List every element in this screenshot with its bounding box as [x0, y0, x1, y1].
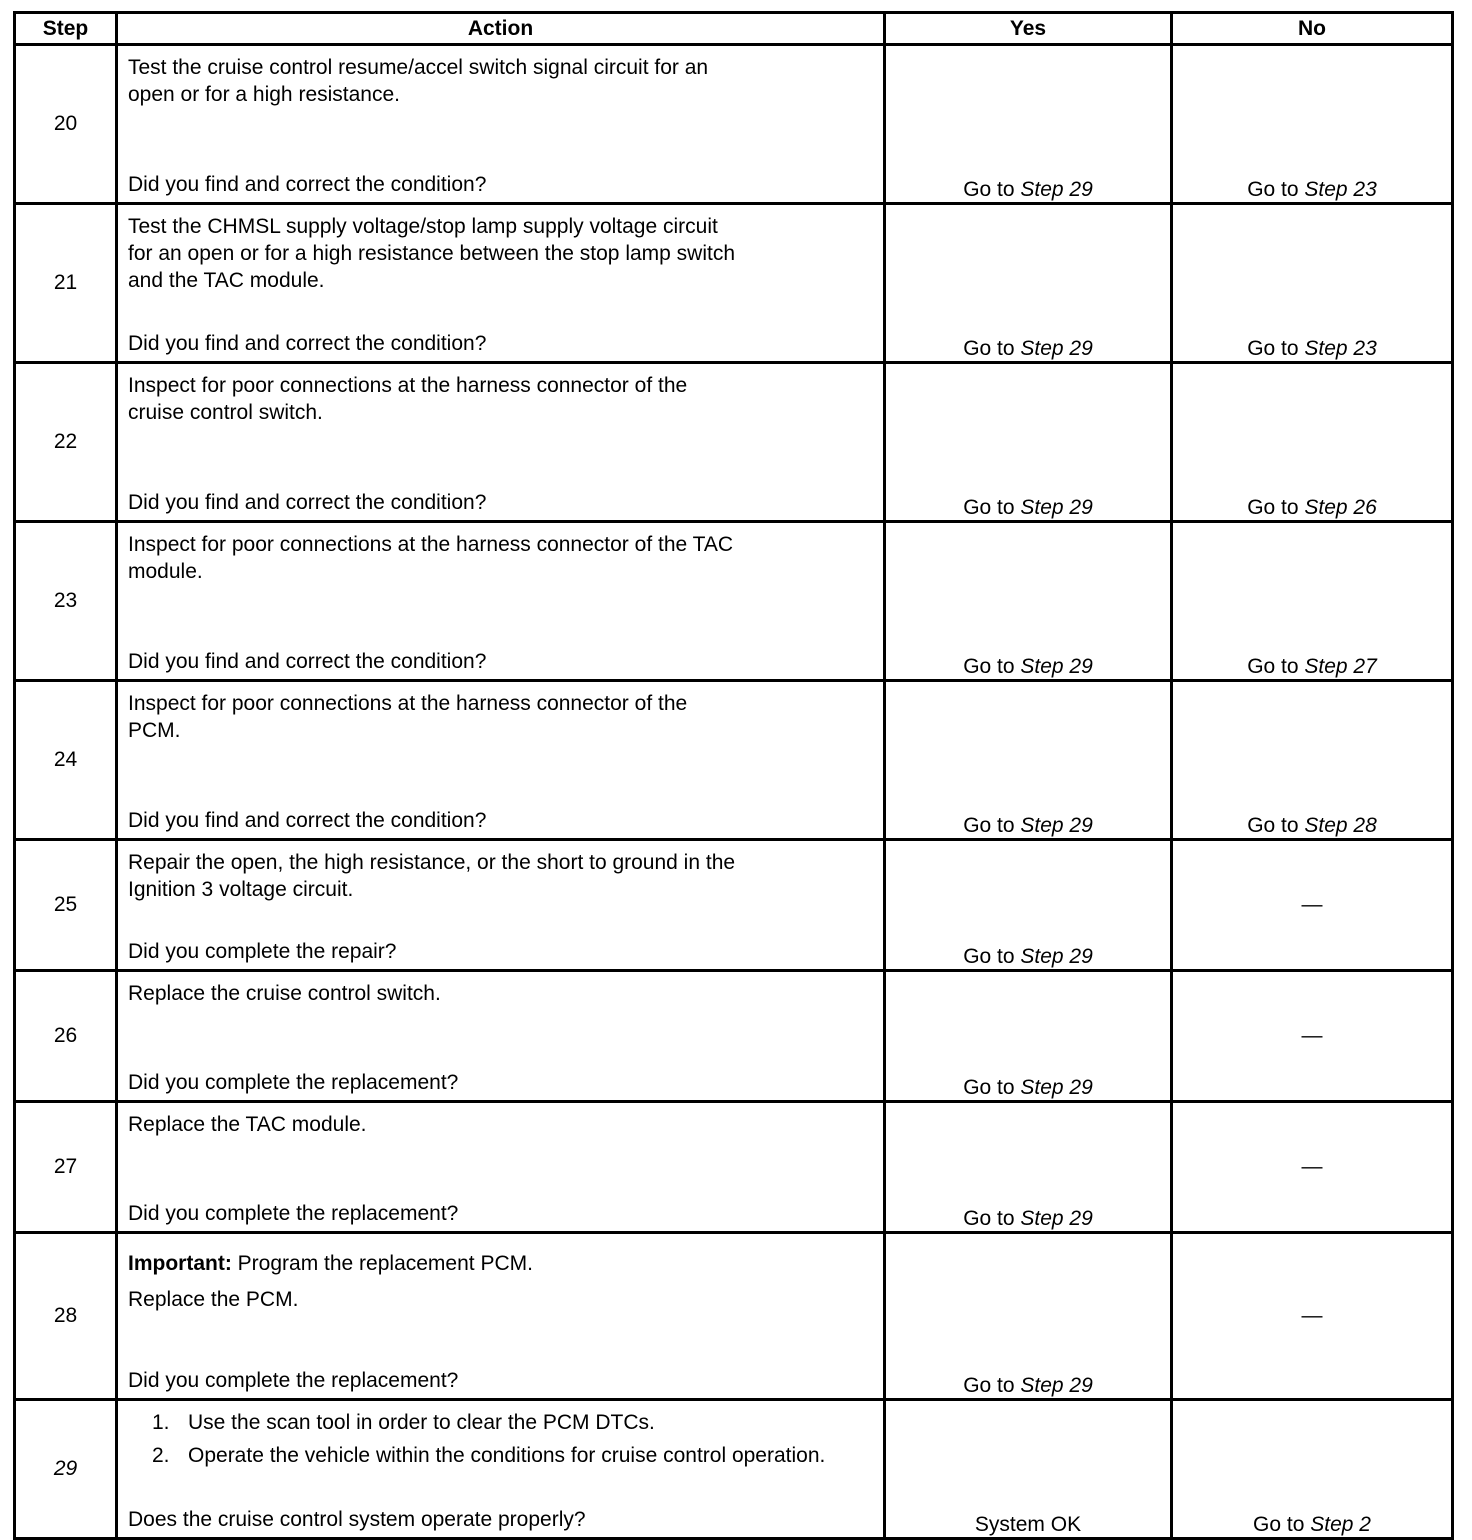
table-row [15, 971, 1453, 1102]
yes-step-link[interactable]: Step 29 [1020, 1374, 1093, 1397]
important-text: Program the replacement PCM. [231, 1252, 533, 1275]
header-no: No [1172, 13, 1453, 45]
no-result [1172, 522, 1453, 681]
yes-step-link[interactable]: Step 29 [1020, 337, 1093, 360]
step-number: 25 [15, 840, 117, 971]
step-number: 27 [15, 1102, 117, 1233]
action-question: Did you complete the replacement? [128, 1369, 459, 1392]
list-item-text: Operate the vehicle within the conditions for cruise control operation. [188, 1444, 826, 1467]
table-row [15, 522, 1453, 681]
no-result [1172, 840, 1453, 971]
yes-result [885, 1102, 1172, 1233]
yes-goto-prefix: Go to [963, 945, 1021, 968]
no-step-link[interactable]: Step 23 [1304, 178, 1377, 201]
action-question: Did you find and correct the condition? [128, 809, 487, 832]
no-goto-prefix: Go to [1247, 496, 1305, 519]
table-row [15, 681, 1453, 840]
no-goto-prefix: Go to [1247, 655, 1305, 678]
step-number: 26 [15, 971, 117, 1102]
action-text-line: Replace the TAC module. [128, 1113, 367, 1136]
yes-goto-prefix: Go to [963, 1076, 1021, 1099]
action-text-line: and the TAC module. [128, 269, 325, 292]
header-action: Action [117, 13, 885, 45]
table-row [15, 45, 1453, 204]
action-text-line: Inspect for poor connections at the harness connector of the TAC [128, 533, 734, 556]
step-number: 28 [15, 1233, 117, 1400]
action-text-line: module. [128, 560, 203, 583]
no-result [1172, 363, 1453, 522]
header-yes: Yes [885, 13, 1172, 45]
no-step-link[interactable]: Step 26 [1304, 496, 1377, 519]
no-goto-prefix: Go to [1253, 1513, 1311, 1536]
no-result [1172, 971, 1453, 1102]
action-text-line: PCM. [128, 719, 181, 742]
action-text-line: Test the CHMSL supply voltage/stop lamp supply voltage circuit [128, 215, 718, 238]
yes-result [885, 363, 1172, 522]
step-number: 20 [15, 45, 117, 204]
no-result [1172, 1400, 1453, 1539]
table-row [15, 204, 1453, 363]
table-row [15, 840, 1453, 971]
yes-goto-prefix: Go to [963, 337, 1021, 360]
yes-step-link[interactable]: Step 29 [1020, 655, 1093, 678]
yes-step-link[interactable]: Step 29 [1020, 496, 1093, 519]
yes-result [885, 971, 1172, 1102]
important-label: Important: [128, 1252, 232, 1275]
action-text-line: Ignition 3 voltage circuit. [128, 878, 354, 901]
not-applicable-dash: — [1301, 893, 1323, 916]
action-text-line: Inspect for poor connections at the harness connector of the [128, 692, 688, 715]
no-step-link[interactable]: Step 2 [1310, 1513, 1371, 1536]
procedure-list [128, 1409, 873, 1469]
list-item-number: 1. [152, 1411, 170, 1434]
yes-goto-prefix: Go to [963, 178, 1021, 201]
action-question: Does the cruise control system operate properly? [128, 1508, 586, 1531]
yes-step-link[interactable]: Step 29 [1020, 1207, 1093, 1230]
yes-result [885, 45, 1172, 204]
not-applicable-dash: — [1301, 1304, 1323, 1327]
action-cell [117, 1400, 885, 1539]
action-cell [117, 1102, 885, 1233]
action-question: Did you find and correct the condition? [128, 491, 487, 514]
no-result [1172, 681, 1453, 840]
no-goto-prefix: Go to [1247, 337, 1305, 360]
yes-result [885, 1233, 1172, 1400]
no-step-link[interactable]: Step 23 [1304, 337, 1377, 360]
yes-result [885, 204, 1172, 363]
action-text-line: Inspect for poor connections at the harness connector of the [128, 374, 688, 397]
action-text-line: Repair the open, the high resistance, or the short to ground in the [128, 851, 736, 874]
step-number: 22 [15, 363, 117, 522]
no-result [1172, 204, 1453, 363]
yes-result [885, 681, 1172, 840]
header-step: Step [15, 13, 117, 45]
action-question: Did you complete the replacement? [128, 1071, 459, 1094]
no-step-link[interactable]: Step 27 [1304, 655, 1377, 678]
procedure-list-item [152, 1409, 873, 1436]
action-text-line: open or for a high resistance. [128, 83, 400, 106]
table-row [15, 1233, 1453, 1400]
yes-step-link[interactable]: Step 29 [1020, 945, 1093, 968]
not-applicable-dash: — [1301, 1155, 1323, 1178]
action-cell [117, 45, 885, 204]
step-number: 21 [15, 204, 117, 363]
no-result [1172, 1233, 1453, 1400]
yes-result [885, 840, 1172, 971]
no-result [1172, 45, 1453, 204]
action-cell [117, 1233, 885, 1400]
not-applicable-dash: — [1301, 1024, 1323, 1047]
action-text-line: Replace the PCM. [128, 1288, 299, 1311]
no-result [1172, 1102, 1453, 1233]
action-question: Did you find and correct the condition? [128, 332, 487, 355]
yes-result [885, 522, 1172, 681]
step-number: 29 [15, 1400, 117, 1539]
yes-goto-prefix: Go to [963, 1374, 1021, 1397]
action-cell [117, 681, 885, 840]
action-cell [117, 204, 885, 363]
list-item-text: Use the scan tool in order to clear the PCM DTCs. [188, 1411, 655, 1434]
no-goto-prefix: Go to [1247, 178, 1305, 201]
step-number: 24 [15, 681, 117, 840]
action-text-line: Replace the cruise control switch. [128, 982, 441, 1005]
action-question: Did you find and correct the condition? [128, 650, 487, 673]
action-text-line: Test the cruise control resume/accel switch signal circuit for an [128, 56, 709, 79]
action-text-line: cruise control switch. [128, 401, 323, 424]
yes-step-link[interactable]: Step 29 [1020, 1076, 1093, 1099]
yes-goto-prefix: Go to [963, 814, 1021, 837]
no-goto-prefix: Go to [1247, 814, 1305, 837]
list-item-number: 2. [152, 1444, 170, 1467]
yes-goto-prefix: Go to [963, 1207, 1021, 1230]
yes-step-link[interactable]: Step 29 [1020, 814, 1093, 837]
action-text-line: for an open or for a high resistance between the stop lamp switch [128, 242, 736, 265]
table-row [15, 1400, 1453, 1539]
action-cell [117, 522, 885, 681]
no-step-link[interactable]: Step 28 [1304, 814, 1377, 837]
yes-goto-prefix: Go to [963, 655, 1021, 678]
action-cell [117, 840, 885, 971]
yes-step-link[interactable]: Step 29 [1020, 178, 1093, 201]
table-row [15, 363, 1453, 522]
action-question: Did you complete the repair? [128, 940, 397, 963]
yes-result [885, 1400, 1172, 1539]
action-cell [117, 971, 885, 1102]
yes-goto-prefix: Go to [963, 496, 1021, 519]
yes-status-text: System OK [974, 1513, 1082, 1536]
diagnostic-steps-table [13, 11, 1454, 1540]
procedure-list-item [152, 1442, 873, 1469]
action-cell [117, 363, 885, 522]
action-question: Did you find and correct the condition? [128, 173, 487, 196]
table-row [15, 1102, 1453, 1233]
action-question: Did you complete the replacement? [128, 1202, 459, 1225]
table-header-row [15, 13, 1453, 45]
step-number: 23 [15, 522, 117, 681]
important-note [128, 1250, 873, 1277]
